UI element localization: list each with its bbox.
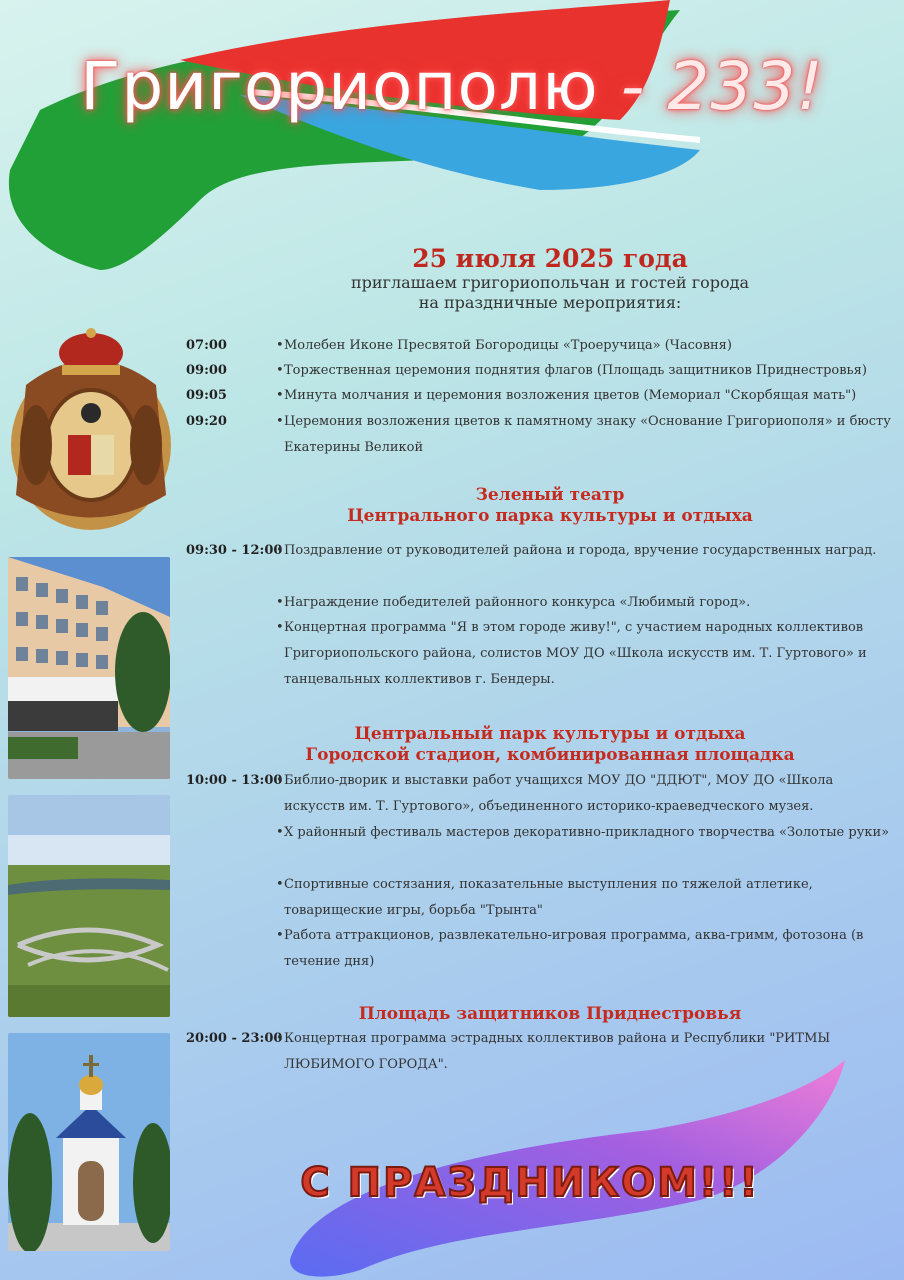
venue-heading — [240, 724, 860, 766]
schedule-item — [186, 383, 896, 409]
venue-line-1: Зеленый театр — [475, 485, 625, 505]
schedule-text: • Молебен Иконе Пресвятой Богородицы «Троеручица» (Часовня) — [284, 333, 894, 359]
schedule-text: • Минута молчания и церемония возложения цветов (Мемориал "Скорбящая мать") — [284, 383, 894, 409]
list-item: • Поздравление от руководителей района и города, вручение государственных наград. — [284, 543, 877, 558]
schedule-list — [284, 538, 894, 564]
schedule-item — [186, 358, 896, 384]
venue-heading — [240, 1004, 860, 1025]
title-number: - 233! — [620, 48, 824, 125]
schedule-time: 09:05 — [186, 388, 227, 403]
list-item: • Библио-дворик и выставки работ учащихся МОУ ДО "ДДЮТ", МОУ ДО «Школа искусств им. Т. Гуртового», объединенного историко-краеведческого музея. — [284, 768, 894, 820]
invite-line-1: приглашаем григориопольчан и гостей города — [350, 273, 750, 292]
schedule-item — [186, 923, 896, 975]
schedule-text: • Торжественная церемония поднятия флагов (Площадь защитников Приднестровья) — [284, 358, 894, 384]
schedule-time: 09:30 - 12:00 — [186, 543, 283, 558]
schedule-time: 07:00 — [186, 338, 227, 353]
venue-line-1: Площадь защитников Приднестровья — [358, 1004, 742, 1024]
page-title — [0, 48, 904, 125]
aerial-photo — [8, 795, 170, 1017]
invite-line-2: на праздничные мероприятия: — [418, 293, 682, 312]
venue-heading — [240, 485, 860, 527]
invitation-text — [230, 273, 870, 313]
schedule-item — [186, 872, 896, 924]
schedule-item — [186, 333, 896, 359]
list-item: • Концертная программа эстрадных коллективов района и Республики "РИТМЫ ЛЮБИМОГО ГОРОДА". — [284, 1026, 894, 1078]
schedule-time: 10:00 - 13:00 — [186, 773, 283, 788]
list-item: • Работа аттракционов, развлекательно-игровая программа, аква-гримм, фотозона (в течение дня) — [284, 923, 894, 975]
building-photo — [8, 557, 170, 779]
list-item: • Концертная программа "Я в этом городе живу!", с участием народных коллективов Григориопольского района, солистов МОУ ДО «Школа искусств им. Т. Гуртового» и танцевальных коллективов г. Бендеры. — [284, 615, 894, 693]
venue-line-2: Центрального парка культуры и отдыха — [347, 506, 753, 526]
list-item: • Спортивные состязания, показательные выступления по тяжелой атлетике, товарищеские игры, борьба "Трынта" — [284, 872, 894, 924]
venue-line-1: Центральный парк культуры и отдыха — [354, 724, 746, 744]
chapel-photo — [8, 1033, 170, 1251]
list-item: • X районный фестиваль мастеров декоративно-прикладного творчества «Золотые руки» — [284, 820, 894, 846]
schedule-time: 09:20 — [186, 414, 227, 429]
schedule-item — [186, 590, 896, 616]
venue-line-2: Городской стадион, комбинированная площадка — [305, 745, 795, 765]
coat-of-arms-icon — [6, 325, 176, 535]
schedule-item — [186, 768, 896, 820]
schedule-item — [186, 615, 896, 693]
schedule-item — [186, 820, 896, 872]
schedule-time: 20:00 - 23:00 — [186, 1031, 283, 1046]
schedule-text: • Церемония возложения цветов к памятному знаку «Основание Григориополя» и бюсту Екатерины Великой — [284, 409, 894, 461]
list-item: • Награждение победителей районного конкурса «Любимый город». — [284, 590, 894, 616]
event-date: 25 июля 2025 года — [412, 244, 688, 273]
holiday-greeting: С ПРАЗДНИКОМ!!! — [300, 1160, 760, 1206]
schedule-time: 09:00 — [186, 363, 227, 378]
schedule-item — [186, 409, 896, 461]
title-text: Григориополю — [80, 48, 599, 125]
